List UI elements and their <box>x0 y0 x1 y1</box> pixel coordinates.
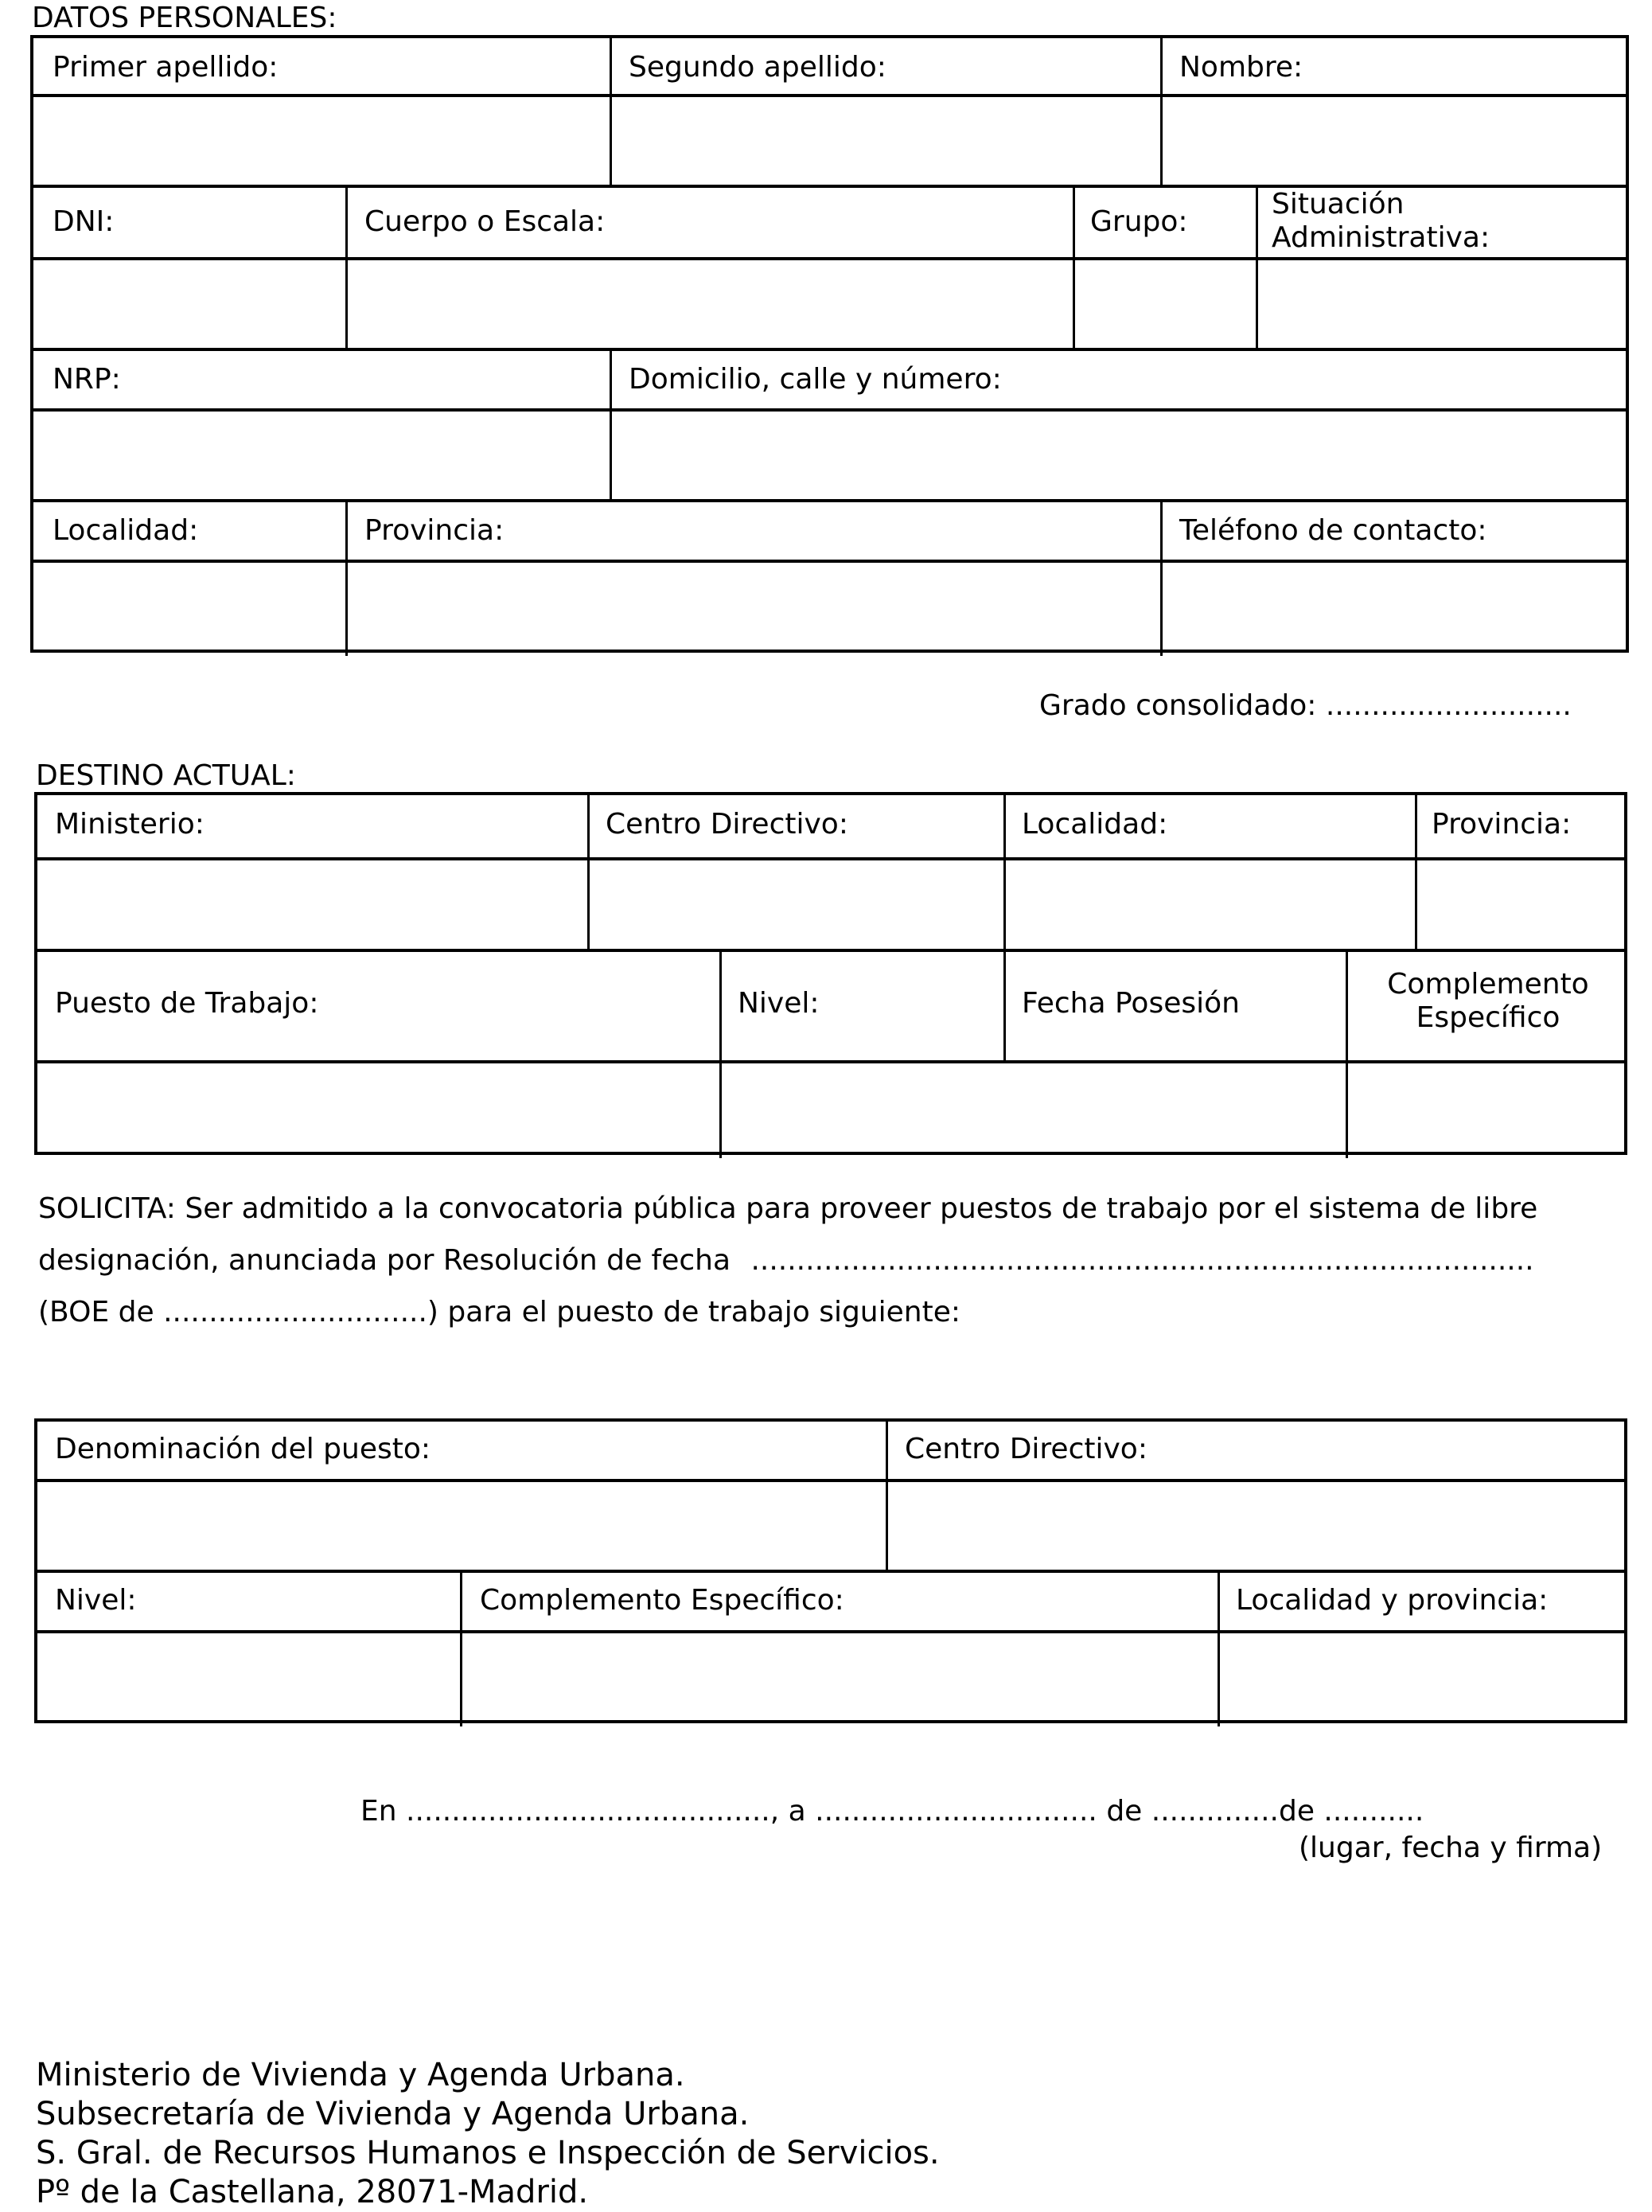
complemento-especifico-destino-field[interactable] <box>1348 1063 1624 1152</box>
grado-consolidado-label: Grado consolidado: <box>1039 689 1317 722</box>
label-centro-directivo-solicitado: Centro Directivo: <box>905 1433 1147 1465</box>
label-nivel-solicitado: Nivel: <box>55 1584 137 1617</box>
label-provincia: Provincia: <box>364 514 505 547</box>
domicilio-field[interactable] <box>612 412 1626 499</box>
firma-caption: (lugar, fecha y firma) <box>1299 1832 1603 1864</box>
nombre-field[interactable] <box>1163 97 1626 185</box>
label-denominacion-puesto: Denominación del puesto: <box>55 1433 431 1465</box>
label-situacion-line2: Administrativa: <box>1272 221 1490 254</box>
firma-lugar-fecha-line[interactable]: En ........................................, a ............................... de ..............de ........... <box>360 1795 1424 1828</box>
label-fecha-posesion: Fecha Posesión <box>1022 987 1240 1020</box>
section-title-destino-actual: DESTINO ACTUAL: <box>36 759 296 792</box>
puesto-solicitado-table <box>34 1418 1627 1723</box>
solicita-line-3: (BOE de .............................) para el puesto de trabajo siguiente: <box>38 1296 960 1328</box>
centro-directivo-solicitado-field[interactable] <box>888 1482 1624 1570</box>
label-complemento-especifico-destino <box>1349 968 1627 1035</box>
label-complemento-line1: Complemento <box>1387 968 1589 1001</box>
puesto-trabajo-field[interactable] <box>37 1063 718 1152</box>
solicita-line-1: SOLICITA: Ser admitido a la convocatoria pública para proveer puestos de trabajo por el sistema de libre <box>38 1192 1538 1225</box>
datos-personales-table <box>30 35 1629 653</box>
grado-consolidado <box>1039 689 1572 723</box>
label-centro-directivo: Centro Directivo: <box>606 808 848 841</box>
complemento-especifico-solicitado-field[interactable] <box>462 1633 1217 1721</box>
label-nrp: NRP: <box>53 363 121 396</box>
label-situacion-administrativa <box>1272 188 1490 255</box>
label-ministerio: Ministerio: <box>55 808 205 841</box>
nrp-field[interactable] <box>33 412 608 499</box>
footer-line-4: Pº de la Castellana, 28071-Madrid. <box>36 2174 589 2210</box>
telefono-field[interactable] <box>1163 563 1626 653</box>
label-nombre: Nombre: <box>1179 51 1303 84</box>
provincia-field[interactable] <box>348 563 1159 653</box>
label-segundo-apellido: Segundo apellido: <box>629 51 886 84</box>
nivel-solicitado-field[interactable] <box>37 1633 458 1721</box>
fecha-resolucion-field[interactable]: ...................................................................................... <box>750 1244 1534 1277</box>
localidad-destino-field[interactable] <box>1006 860 1414 949</box>
label-localidad: Localidad: <box>53 514 199 547</box>
segundo-apellido-field[interactable] <box>612 97 1159 185</box>
footer-line-3: S. Gral. de Recursos Humanos e Inspección de Servicios. <box>36 2135 940 2171</box>
nivel-destino-field[interactable] <box>722 1063 1003 1152</box>
dni-field[interactable] <box>33 260 344 348</box>
footer-line-1: Ministerio de Vivienda y Agenda Urbana. <box>36 2057 685 2093</box>
label-localidad-destino: Localidad: <box>1022 808 1168 841</box>
footer-line-2: Subsecretaría de Vivienda y Agenda Urbana. <box>36 2096 750 2132</box>
label-puesto-trabajo: Puesto de Trabajo: <box>55 987 319 1020</box>
solicita-resolucion-text: designación, anunciada por Resolución de fecha <box>38 1244 731 1277</box>
label-primer-apellido: Primer apellido: <box>53 51 279 84</box>
label-situacion-line1: Situación <box>1272 188 1405 220</box>
grupo-field[interactable] <box>1075 260 1255 348</box>
label-telefono: Teléfono de contacto: <box>1179 514 1487 547</box>
destino-actual-table <box>34 792 1627 1155</box>
denominacion-puesto-field[interactable] <box>37 1482 884 1570</box>
primer-apellido-field[interactable] <box>33 97 608 185</box>
label-complemento-line2: Específico <box>1416 1001 1560 1034</box>
ministerio-field[interactable] <box>37 860 586 949</box>
grado-consolidado-field[interactable]: ........................... <box>1325 689 1572 722</box>
label-cuerpo-escala: Cuerpo o Escala: <box>364 205 606 238</box>
provincia-destino-field[interactable] <box>1417 860 1624 949</box>
centro-directivo-field[interactable] <box>590 860 1003 949</box>
situacion-administrativa-field[interactable] <box>1258 260 1626 348</box>
localidad-field[interactable] <box>33 563 344 653</box>
solicita-line-2 <box>38 1244 1534 1278</box>
label-nivel-destino: Nivel: <box>738 987 820 1020</box>
label-localidad-provincia: Localidad y provincia: <box>1236 1584 1549 1617</box>
label-domicilio: Domicilio, calle y número: <box>629 363 1002 396</box>
fecha-posesion-field[interactable] <box>1006 1063 1345 1152</box>
label-dni: DNI: <box>53 205 115 238</box>
cuerpo-escala-field[interactable] <box>348 260 1072 348</box>
section-title-datos-personales: DATOS PERSONALES: <box>32 2 337 34</box>
label-provincia-destino: Provincia: <box>1432 808 1572 841</box>
label-complemento-especifico-solicitado: Complemento Específico: <box>480 1584 844 1617</box>
label-grupo: Grupo: <box>1090 205 1188 238</box>
localidad-provincia-field[interactable] <box>1220 1633 1624 1721</box>
